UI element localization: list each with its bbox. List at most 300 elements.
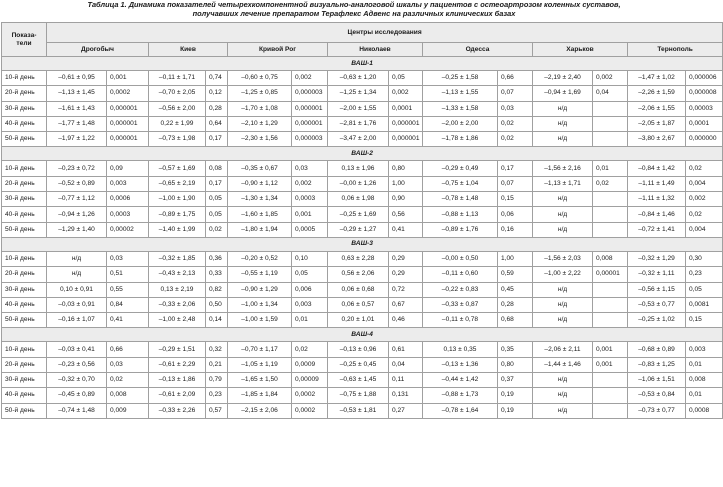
day-label: 40-й день xyxy=(2,297,47,312)
p-value-cell: 0,000001 xyxy=(292,101,328,116)
p-value-cell: 0,03 xyxy=(498,101,533,116)
day-label: 10-й день xyxy=(2,251,47,266)
mean-value-cell: 0,06 ± 1,98 xyxy=(328,192,389,207)
mean-value-cell: –2,06 ± 2,11 xyxy=(533,342,593,357)
mean-value-cell: –1,65 ± 1,50 xyxy=(228,373,292,388)
mean-value-cell: –0,20 ± 0,52 xyxy=(228,251,292,266)
mean-value-cell: –1,56 ± 2,16 xyxy=(533,161,593,176)
p-value-cell: 0,02 xyxy=(206,222,228,237)
table-row xyxy=(2,373,723,388)
mean-value-cell: –0,03 ± 0,41 xyxy=(47,342,107,357)
p-value-cell: 0,004 xyxy=(686,222,723,237)
mean-value-cell: –0,03 ± 0,91 xyxy=(47,297,107,312)
mean-value-cell: –0,61 ± 0,95 xyxy=(47,71,107,86)
p-value-cell: 0,15 xyxy=(686,313,723,328)
mean-value-cell: –0,61 ± 2,09 xyxy=(149,388,206,403)
mean-value-cell: –0,45 ± 0,89 xyxy=(47,388,107,403)
p-value-cell: 0,00002 xyxy=(107,222,149,237)
mean-value-cell: –1,70 ± 1,08 xyxy=(228,101,292,116)
mean-value-cell: –2,30 ± 1,56 xyxy=(228,132,292,147)
center-header: Дрогобыч xyxy=(47,43,149,57)
p-value-cell: 1,00 xyxy=(389,176,423,191)
p-value-cell: 0,000001 xyxy=(292,116,328,131)
p-value-cell: 0,05 xyxy=(206,192,228,207)
table-row xyxy=(2,388,723,403)
p-value-cell: 0,19 xyxy=(498,403,533,418)
table-row xyxy=(2,297,723,312)
p-value-cell: 0,0001 xyxy=(686,116,723,131)
mean-value-cell: –0,78 ± 1,64 xyxy=(423,403,498,418)
p-value-cell: 0,29 xyxy=(389,251,423,266)
p-value-cell: 0,51 xyxy=(107,267,149,282)
mean-value-cell: –0,11 ± 1,71 xyxy=(149,71,206,86)
mean-value-cell: –1,40 ± 1,99 xyxy=(149,222,206,237)
mean-value-cell: –0,25 ± 0,45 xyxy=(328,357,389,372)
mean-value-cell: –0,83 ± 1,25 xyxy=(628,357,686,372)
mean-value-cell: –0,43 ± 2,13 xyxy=(149,267,206,282)
mean-value-cell: –2,10 ± 1,29 xyxy=(228,116,292,131)
mean-value-cell: –1,44 ± 1,46 xyxy=(533,357,593,372)
p-value-cell: 0,02 xyxy=(686,161,723,176)
p-value-cell: 0,07 xyxy=(498,176,533,191)
mean-value-cell: –2,26 ± 1,59 xyxy=(628,86,686,101)
mean-value-cell: н/д xyxy=(533,207,593,222)
mean-value-cell: –0,84 ± 1,46 xyxy=(628,207,686,222)
p-value-cell: 0,68 xyxy=(498,313,533,328)
p-value-cell: 0,80 xyxy=(498,357,533,372)
group-title: ВАШ-2 xyxy=(2,147,723,161)
center-header: Кривой Рог xyxy=(228,43,328,57)
p-value-cell xyxy=(593,388,628,403)
mean-value-cell: –2,05 ± 1,87 xyxy=(628,116,686,131)
p-value-cell: 0,61 xyxy=(389,342,423,357)
p-value-cell: 0,000003 xyxy=(292,132,328,147)
mean-value-cell: –1,00 ± 1,90 xyxy=(149,192,206,207)
p-value-cell xyxy=(593,116,628,131)
p-value-cell: 0,01 xyxy=(686,388,723,403)
mean-value-cell: –1,00 ± 1,34 xyxy=(228,297,292,312)
p-value-cell: 0,004 xyxy=(686,176,723,191)
indicator-header: Показа- тели xyxy=(2,23,47,57)
p-value-cell: 0,000000 xyxy=(686,132,723,147)
mean-value-cell: н/д xyxy=(533,192,593,207)
p-value-cell: 0,05 xyxy=(389,71,423,86)
mean-value-cell: н/д xyxy=(47,267,107,282)
mean-value-cell: –0,88 ± 1,73 xyxy=(423,388,498,403)
p-value-cell: 0,00003 xyxy=(686,101,723,116)
p-value-cell xyxy=(593,207,628,222)
p-value-cell: 0,003 xyxy=(686,342,723,357)
mean-value-cell: 0,13 ± 2,19 xyxy=(149,282,206,297)
p-value-cell: 0,002 xyxy=(292,176,328,191)
day-label: 50-й день xyxy=(2,222,47,237)
table-row xyxy=(2,207,723,222)
day-label: 50-й день xyxy=(2,132,47,147)
day-label: 20-й день xyxy=(2,357,47,372)
table-row xyxy=(2,282,723,297)
p-value-cell: 0,67 xyxy=(389,297,423,312)
p-value-cell: 0,84 xyxy=(107,297,149,312)
mean-value-cell: –1,11 ± 1,32 xyxy=(628,192,686,207)
p-value-cell xyxy=(593,373,628,388)
p-value-cell: 0,05 xyxy=(292,267,328,282)
p-value-cell: 0,131 xyxy=(389,388,423,403)
p-value-cell: 0,04 xyxy=(389,357,423,372)
table-caption xyxy=(0,0,708,22)
p-value-cell: 0,0009 xyxy=(292,357,328,372)
mean-value-cell: н/д xyxy=(47,251,107,266)
p-value-cell: 0,002 xyxy=(292,71,328,86)
p-value-cell: 0,001 xyxy=(292,207,328,222)
mean-value-cell: –0,23 ± 0,72 xyxy=(47,161,107,176)
p-value-cell: 0,001 xyxy=(107,71,149,86)
mean-value-cell: –3,80 ± 2,67 xyxy=(628,132,686,147)
mean-value-cell: –0,32 ± 0,70 xyxy=(47,373,107,388)
p-value-cell: 0,27 xyxy=(389,403,423,418)
p-value-cell xyxy=(593,313,628,328)
p-value-cell: 0,35 xyxy=(498,342,533,357)
mean-value-cell: –0,77 ± 1,12 xyxy=(47,192,107,207)
p-value-cell: 0,23 xyxy=(686,267,723,282)
p-value-cell: 0,0002 xyxy=(292,403,328,418)
mean-value-cell: –1,97 ± 1,22 xyxy=(47,132,107,147)
mean-value-cell: –3,47 ± 2,00 xyxy=(328,132,389,147)
p-value-cell: 0,0081 xyxy=(686,297,723,312)
day-label: 30-й день xyxy=(2,282,47,297)
p-value-cell: 0,000001 xyxy=(389,116,423,131)
p-value-cell: 0,003 xyxy=(107,176,149,191)
mean-value-cell: –0,89 ± 1,76 xyxy=(423,222,498,237)
p-value-cell: 0,66 xyxy=(498,71,533,86)
p-value-cell: 0,29 xyxy=(389,267,423,282)
p-value-cell: 0,000006 xyxy=(686,71,723,86)
p-value-cell: 0,14 xyxy=(206,313,228,328)
mean-value-cell: –1,30 ± 1,34 xyxy=(228,192,292,207)
p-value-cell: 0,000008 xyxy=(686,86,723,101)
p-value-cell: 0,64 xyxy=(206,116,228,131)
p-value-cell: 0,002 xyxy=(389,86,423,101)
mean-value-cell: н/д xyxy=(533,313,593,328)
p-value-cell: 0,11 xyxy=(389,373,423,388)
p-value-cell: 1,00 xyxy=(498,251,533,266)
mean-value-cell: –2,00 ± 1,55 xyxy=(328,101,389,116)
mean-value-cell: –0,68 ± 0,89 xyxy=(628,342,686,357)
day-label: 30-й день xyxy=(2,192,47,207)
mean-value-cell: –2,19 ± 2,40 xyxy=(533,71,593,86)
mean-value-cell: –0,84 ± 1,42 xyxy=(628,161,686,176)
p-value-cell: 0,02 xyxy=(498,116,533,131)
mean-value-cell: –1,61 ± 1,43 xyxy=(47,101,107,116)
mean-value-cell: –0,11 ± 0,60 xyxy=(423,267,498,282)
mean-value-cell: –0,70 ± 1,17 xyxy=(228,342,292,357)
mean-value-cell: –0,53 ± 1,81 xyxy=(328,403,389,418)
mean-value-cell: –0,25 ± 1,58 xyxy=(423,71,498,86)
p-value-cell: 0,41 xyxy=(389,222,423,237)
day-label: 50-й день xyxy=(2,313,47,328)
mean-value-cell: –0,33 ± 2,06 xyxy=(149,297,206,312)
mean-value-cell: –0,52 ± 0,89 xyxy=(47,176,107,191)
table-row xyxy=(2,222,723,237)
p-value-cell: 0,009 xyxy=(107,403,149,418)
mean-value-cell: –0,35 ± 0,67 xyxy=(228,161,292,176)
p-value-cell: 0,05 xyxy=(686,282,723,297)
mean-value-cell: н/д xyxy=(533,297,593,312)
p-value-cell: 0,02 xyxy=(107,373,149,388)
p-value-cell xyxy=(593,132,628,147)
p-value-cell: 0,05 xyxy=(206,207,228,222)
mean-value-cell: –0,74 ± 1,48 xyxy=(47,403,107,418)
p-value-cell: 0,0006 xyxy=(107,192,149,207)
table-row xyxy=(2,251,723,266)
p-value-cell: 0,06 xyxy=(498,207,533,222)
mean-value-cell: н/д xyxy=(533,388,593,403)
mean-value-cell: н/д xyxy=(533,101,593,116)
p-value-cell: 0,23 xyxy=(206,388,228,403)
p-value-cell: 0,03 xyxy=(107,251,149,266)
p-value-cell: 0,72 xyxy=(389,282,423,297)
mean-value-cell: –0,25 ± 1,02 xyxy=(628,313,686,328)
mean-value-cell: –0,13 ± 0,96 xyxy=(328,342,389,357)
p-value-cell: 0,0003 xyxy=(107,207,149,222)
mean-value-cell: 0,22 ± 1,99 xyxy=(149,116,206,131)
p-value-cell: 0,03 xyxy=(292,161,328,176)
p-value-cell: 0,001 xyxy=(593,342,628,357)
p-value-cell: 0,33 xyxy=(206,267,228,282)
p-value-cell xyxy=(593,222,628,237)
p-value-cell: 0,000001 xyxy=(107,116,149,131)
mean-value-cell: –1,05 ± 1,19 xyxy=(228,357,292,372)
mean-value-cell: –2,81 ± 1,76 xyxy=(328,116,389,131)
mean-value-cell: –1,13 ± 1,55 xyxy=(423,86,498,101)
day-label: 10-й день xyxy=(2,161,47,176)
group-title: ВАШ-1 xyxy=(2,57,723,71)
mean-value-cell: 0,56 ± 2,06 xyxy=(328,267,389,282)
p-value-cell: 0,66 xyxy=(107,342,149,357)
mean-value-cell: –1,06 ± 1,51 xyxy=(628,373,686,388)
mean-value-cell: –0,63 ± 1,45 xyxy=(328,373,389,388)
mean-value-cell: –0,32 ± 1,85 xyxy=(149,251,206,266)
p-value-cell: 0,17 xyxy=(206,132,228,147)
mean-value-cell: –0,88 ± 1,13 xyxy=(423,207,498,222)
mean-value-cell: –0,94 ± 1,26 xyxy=(47,207,107,222)
mean-value-cell: –1,25 ± 0,85 xyxy=(228,86,292,101)
p-value-cell: 0,36 xyxy=(206,251,228,266)
mean-value-cell: –1,00 ± 2,48 xyxy=(149,313,206,328)
mean-value-cell: –0,75 ± 1,04 xyxy=(423,176,498,191)
p-value-cell: 0,0003 xyxy=(292,192,328,207)
mean-value-cell: –1,47 ± 1,02 xyxy=(628,71,686,86)
p-value-cell: 0,12 xyxy=(206,86,228,101)
mean-value-cell: –0,32 ± 1,29 xyxy=(628,251,686,266)
mean-value-cell: –0,53 ± 0,84 xyxy=(628,388,686,403)
mean-value-cell: –1,85 ± 1,84 xyxy=(228,388,292,403)
mean-value-cell: 0,06 ± 0,68 xyxy=(328,282,389,297)
p-value-cell: 0,57 xyxy=(206,403,228,418)
p-value-cell: 0,0008 xyxy=(686,403,723,418)
p-value-cell: 0,0005 xyxy=(292,222,328,237)
mean-value-cell: –0,60 ± 0,75 xyxy=(228,71,292,86)
caption-line-1: Таблица 1. Динамика показателей четырехкомпонентной визуально-аналоговой шкалы у пациентов с остеоартрозом коленных суставов, xyxy=(87,0,621,9)
mean-value-cell: –0,70 ± 2,05 xyxy=(149,86,206,101)
mean-value-cell: –1,56 ± 2,03 xyxy=(533,251,593,266)
mean-value-cell: –1,60 ± 1,85 xyxy=(228,207,292,222)
p-value-cell: 0,000001 xyxy=(107,132,149,147)
p-value-cell: 0,02 xyxy=(686,207,723,222)
mean-value-cell: –0,29 ± 1,27 xyxy=(328,222,389,237)
table-row xyxy=(2,192,723,207)
p-value-cell: 0,01 xyxy=(292,313,328,328)
mean-value-cell: –1,78 ± 1,86 xyxy=(423,132,498,147)
p-value-cell: 0,50 xyxy=(206,297,228,312)
day-label: 30-й день xyxy=(2,101,47,116)
p-value-cell: 0,002 xyxy=(686,192,723,207)
mean-value-cell: н/д xyxy=(533,222,593,237)
p-value-cell: 0,46 xyxy=(389,313,423,328)
p-value-cell: 0,19 xyxy=(498,388,533,403)
p-value-cell: 0,008 xyxy=(107,388,149,403)
day-label: 40-й день xyxy=(2,207,47,222)
p-value-cell: 0,006 xyxy=(292,282,328,297)
day-label: 40-й день xyxy=(2,116,47,131)
p-value-cell: 0,02 xyxy=(292,342,328,357)
mean-value-cell: –1,13 ± 1,71 xyxy=(533,176,593,191)
table-row xyxy=(2,161,723,176)
p-value-cell: 0,82 xyxy=(206,282,228,297)
table-row xyxy=(2,267,723,282)
centers-title: Центры исследования xyxy=(47,23,723,43)
mean-value-cell: н/д xyxy=(533,403,593,418)
table-row xyxy=(2,86,723,101)
mean-value-cell: –0,89 ± 1,75 xyxy=(149,207,206,222)
p-value-cell: 0,45 xyxy=(498,282,533,297)
mean-value-cell: –0,13 ± 1,86 xyxy=(149,373,206,388)
mean-value-cell: –1,11 ± 1,49 xyxy=(628,176,686,191)
mean-value-cell: 0,10 ± 0,91 xyxy=(47,282,107,297)
p-value-cell: 0,15 xyxy=(498,192,533,207)
p-value-cell xyxy=(593,101,628,116)
mean-value-cell: 0,20 ± 1,01 xyxy=(328,313,389,328)
p-value-cell: 0,79 xyxy=(206,373,228,388)
mean-value-cell: –1,77 ± 1,48 xyxy=(47,116,107,131)
p-value-cell xyxy=(593,297,628,312)
p-value-cell: 0,32 xyxy=(206,342,228,357)
day-label: 50-й день xyxy=(2,403,47,418)
p-value-cell: 0,0002 xyxy=(292,388,328,403)
mean-value-cell: –0,63 ± 1,20 xyxy=(328,71,389,86)
p-value-cell: 0,80 xyxy=(389,161,423,176)
center-header: Харьков xyxy=(533,43,628,57)
center-header: Киев xyxy=(149,43,228,57)
mean-value-cell: –0,29 ± 0,49 xyxy=(423,161,498,176)
p-value-cell: 0,28 xyxy=(498,297,533,312)
mean-value-cell: –0,53 ± 0,77 xyxy=(628,297,686,312)
p-value-cell: 0,37 xyxy=(498,373,533,388)
mean-value-cell: –1,33 ± 1,58 xyxy=(423,101,498,116)
mean-value-cell: –0,94 ± 1,69 xyxy=(533,86,593,101)
mean-value-cell: –0,61 ± 2,29 xyxy=(149,357,206,372)
mean-value-cell: 0,63 ± 2,28 xyxy=(328,251,389,266)
p-value-cell: 0,08 xyxy=(206,161,228,176)
p-value-cell: 0,07 xyxy=(498,86,533,101)
table-row xyxy=(2,357,723,372)
p-value-cell: 0,003 xyxy=(292,297,328,312)
mean-value-cell: н/д xyxy=(533,116,593,131)
p-value-cell: 0,001 xyxy=(593,357,628,372)
mean-value-cell: –0,22 ± 0,83 xyxy=(423,282,498,297)
mean-value-cell: –0,00 ± 1,26 xyxy=(328,176,389,191)
results-table xyxy=(1,22,723,419)
mean-value-cell: –0,72 ± 1,41 xyxy=(628,222,686,237)
day-label: 10-й день xyxy=(2,71,47,86)
group-title: ВАШ-4 xyxy=(2,328,723,342)
mean-value-cell: –0,75 ± 1,88 xyxy=(328,388,389,403)
p-value-cell: 0,0001 xyxy=(389,101,423,116)
center-header: Николаев xyxy=(328,43,423,57)
p-value-cell: 0,30 xyxy=(686,251,723,266)
table-row xyxy=(2,116,723,131)
table-row xyxy=(2,313,723,328)
mean-value-cell: –2,06 ± 1,55 xyxy=(628,101,686,116)
p-value-cell: 0,21 xyxy=(206,357,228,372)
p-value-cell: 0,55 xyxy=(107,282,149,297)
mean-value-cell: –0,73 ± 1,98 xyxy=(149,132,206,147)
mean-value-cell: –0,25 ± 1,69 xyxy=(328,207,389,222)
mean-value-cell: –0,29 ± 1,51 xyxy=(149,342,206,357)
p-value-cell: 0,56 xyxy=(389,207,423,222)
p-value-cell: 0,000001 xyxy=(389,132,423,147)
p-value-cell: 0,0002 xyxy=(107,86,149,101)
day-label: 10-й день xyxy=(2,342,47,357)
p-value-cell xyxy=(593,403,628,418)
mean-value-cell: –1,25 ± 1,34 xyxy=(328,86,389,101)
mean-value-cell: –0,90 ± 1,29 xyxy=(228,282,292,297)
p-value-cell: 0,04 xyxy=(593,86,628,101)
day-label: 20-й день xyxy=(2,176,47,191)
p-value-cell: 0,02 xyxy=(593,176,628,191)
day-label: 40-й день xyxy=(2,388,47,403)
group-row xyxy=(2,237,723,251)
table-row xyxy=(2,403,723,418)
mean-value-cell: –0,73 ± 0,77 xyxy=(628,403,686,418)
mean-value-cell: –0,33 ± 0,87 xyxy=(423,297,498,312)
mean-value-cell: н/д xyxy=(533,282,593,297)
mean-value-cell: –0,78 ± 1,48 xyxy=(423,192,498,207)
p-value-cell: 0,008 xyxy=(686,373,723,388)
day-label: 20-й день xyxy=(2,267,47,282)
p-value-cell xyxy=(593,282,628,297)
mean-value-cell: –0,32 ± 1,11 xyxy=(628,267,686,282)
group-row xyxy=(2,328,723,342)
p-value-cell: 0,09 xyxy=(107,161,149,176)
mean-value-cell: –0,65 ± 2,19 xyxy=(149,176,206,191)
day-label: 30-й день xyxy=(2,373,47,388)
mean-value-cell: –0,56 ± 2,00 xyxy=(149,101,206,116)
group-row xyxy=(2,147,723,161)
mean-value-cell: –0,23 ± 0,56 xyxy=(47,357,107,372)
p-value-cell: 0,002 xyxy=(593,71,628,86)
p-value-cell: 0,74 xyxy=(206,71,228,86)
p-value-cell: 0,17 xyxy=(206,176,228,191)
p-value-cell: 0,41 xyxy=(107,313,149,328)
mean-value-cell: –1,13 ± 1,45 xyxy=(47,86,107,101)
p-value-cell: 0,008 xyxy=(593,251,628,266)
p-value-cell: 0,02 xyxy=(498,132,533,147)
table-row xyxy=(2,71,723,86)
mean-value-cell: 0,06 ± 0,57 xyxy=(328,297,389,312)
day-label: 20-й день xyxy=(2,86,47,101)
mean-value-cell: –1,00 ± 2,22 xyxy=(533,267,593,282)
table-row xyxy=(2,176,723,191)
